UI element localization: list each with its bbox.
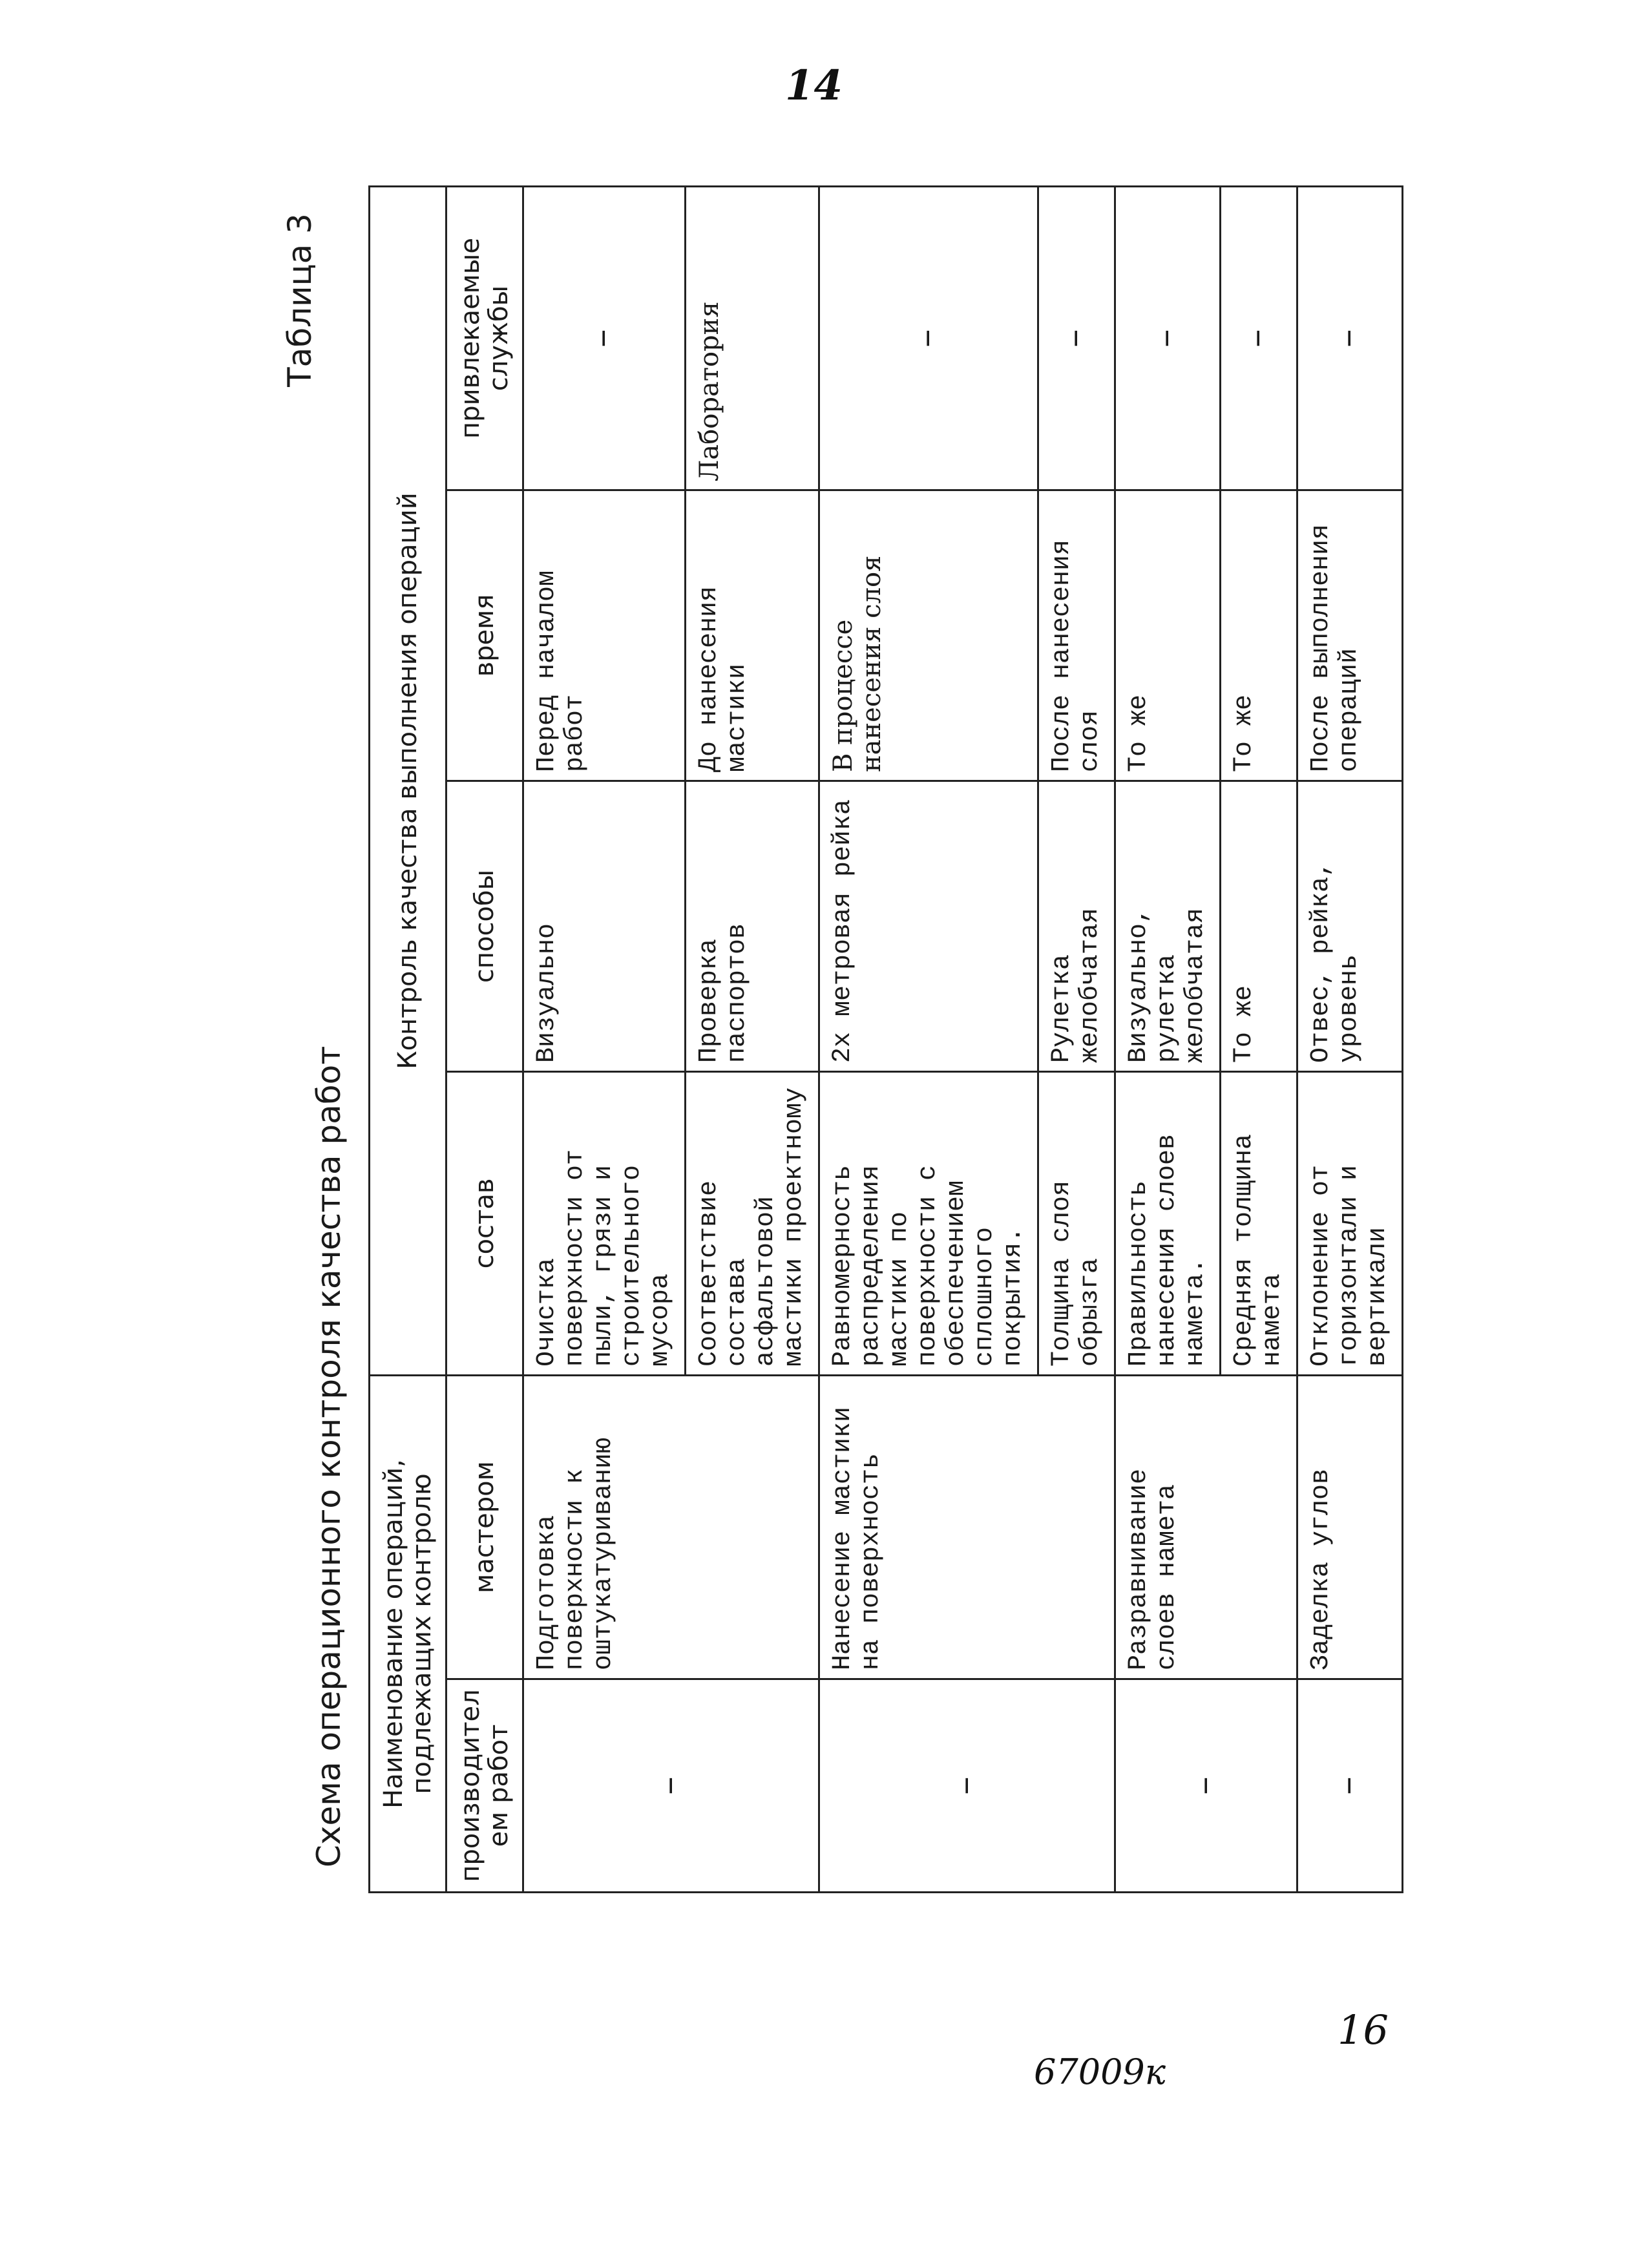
page-number: 14 bbox=[785, 61, 843, 110]
cell-method: Отвес, рейка, уровень bbox=[1297, 781, 1403, 1072]
cell-time: После выполнения операций bbox=[1297, 490, 1403, 781]
cell-content: Отклонение от горизонтали и вертикали bbox=[1297, 1072, 1403, 1376]
cell-services: – bbox=[819, 186, 1038, 490]
quality-control-table bbox=[368, 185, 1403, 1893]
table-heading bbox=[271, 187, 355, 1893]
cell-method: Проверка паспортов bbox=[686, 781, 819, 1072]
header-content: состав bbox=[446, 1072, 523, 1376]
cell-producer: – bbox=[1115, 1679, 1297, 1893]
cell-services: Лаборатория bbox=[686, 186, 819, 490]
header-time: время bbox=[446, 490, 523, 781]
cell-content: Очистка поверхности от пыли, грязи и строительного мусора bbox=[523, 1072, 686, 1376]
cell-time: После нанесения слоя bbox=[1038, 490, 1115, 781]
cell-master: Разравнивание слоев намета bbox=[1115, 1376, 1297, 1679]
header-row-groups bbox=[370, 186, 446, 1892]
header-row-columns bbox=[446, 186, 523, 1892]
table-number: Таблица 3 bbox=[281, 213, 319, 387]
sheet-number: 16 bbox=[1338, 2006, 1389, 2053]
document-code: 67009к bbox=[1034, 2052, 1166, 2092]
cell-services: – bbox=[1221, 186, 1297, 490]
cell-services: – bbox=[523, 186, 686, 490]
cell-time: В процессе нанесения слоя bbox=[819, 490, 1038, 781]
cell-content: Соответствие состава асфальтовой мастики проектному bbox=[686, 1072, 819, 1376]
cell-producer: – bbox=[523, 1679, 819, 1893]
rotated-sheet bbox=[271, 0, 1564, 1938]
header-producer: производителем работ bbox=[446, 1679, 523, 1893]
header-services: привлекаемые службы bbox=[446, 186, 523, 490]
cell-content: Толщина слоя обрызга bbox=[1038, 1072, 1115, 1376]
header-method: способы bbox=[446, 781, 523, 1072]
cell-services: – bbox=[1038, 186, 1115, 490]
cell-master: Нанесение мастики на поверхность bbox=[819, 1376, 1115, 1679]
table-title: Схема операционного контроля качества работ bbox=[310, 1045, 348, 1867]
table-row bbox=[523, 186, 686, 1892]
cell-master: Заделка углов bbox=[1297, 1376, 1403, 1679]
table-row bbox=[1297, 186, 1403, 1892]
cell-time: То же bbox=[1221, 490, 1297, 781]
cell-content: Правильность нанесения слоев намета. bbox=[1115, 1072, 1221, 1376]
cell-services: – bbox=[1115, 186, 1221, 490]
cell-content: Равномерность распределения мастики по поверхности с обеспечением сплошного покрытия. bbox=[819, 1072, 1038, 1376]
cell-producer: – bbox=[819, 1679, 1115, 1893]
cell-method: Визуально, рулетка желобчатая bbox=[1115, 781, 1221, 1072]
cell-method: Визуально bbox=[523, 781, 686, 1072]
cell-time: Перед началом работ bbox=[523, 490, 686, 781]
cell-time: До нанесения мастики bbox=[686, 490, 819, 781]
cell-method: Рулетка желобчатая bbox=[1038, 781, 1115, 1072]
header-operation-names: Наименование операций, подлежащих контролю bbox=[370, 1376, 446, 1893]
cell-master: Подготовка поверхности к оштукатуриванию bbox=[523, 1376, 819, 1679]
cell-producer: – bbox=[1297, 1679, 1403, 1893]
cell-time: То же bbox=[1115, 490, 1221, 781]
header-master: мастером bbox=[446, 1376, 523, 1679]
cell-method: То же bbox=[1221, 781, 1297, 1072]
header-quality-control: Контроль качества выполнения операций bbox=[370, 186, 446, 1375]
cell-content: Средняя толщина намета bbox=[1221, 1072, 1297, 1376]
cell-method: 2х метровая рейка bbox=[819, 781, 1038, 1072]
cell-services: – bbox=[1297, 186, 1403, 490]
table-row bbox=[1115, 186, 1221, 1892]
table-row bbox=[819, 186, 1038, 1892]
